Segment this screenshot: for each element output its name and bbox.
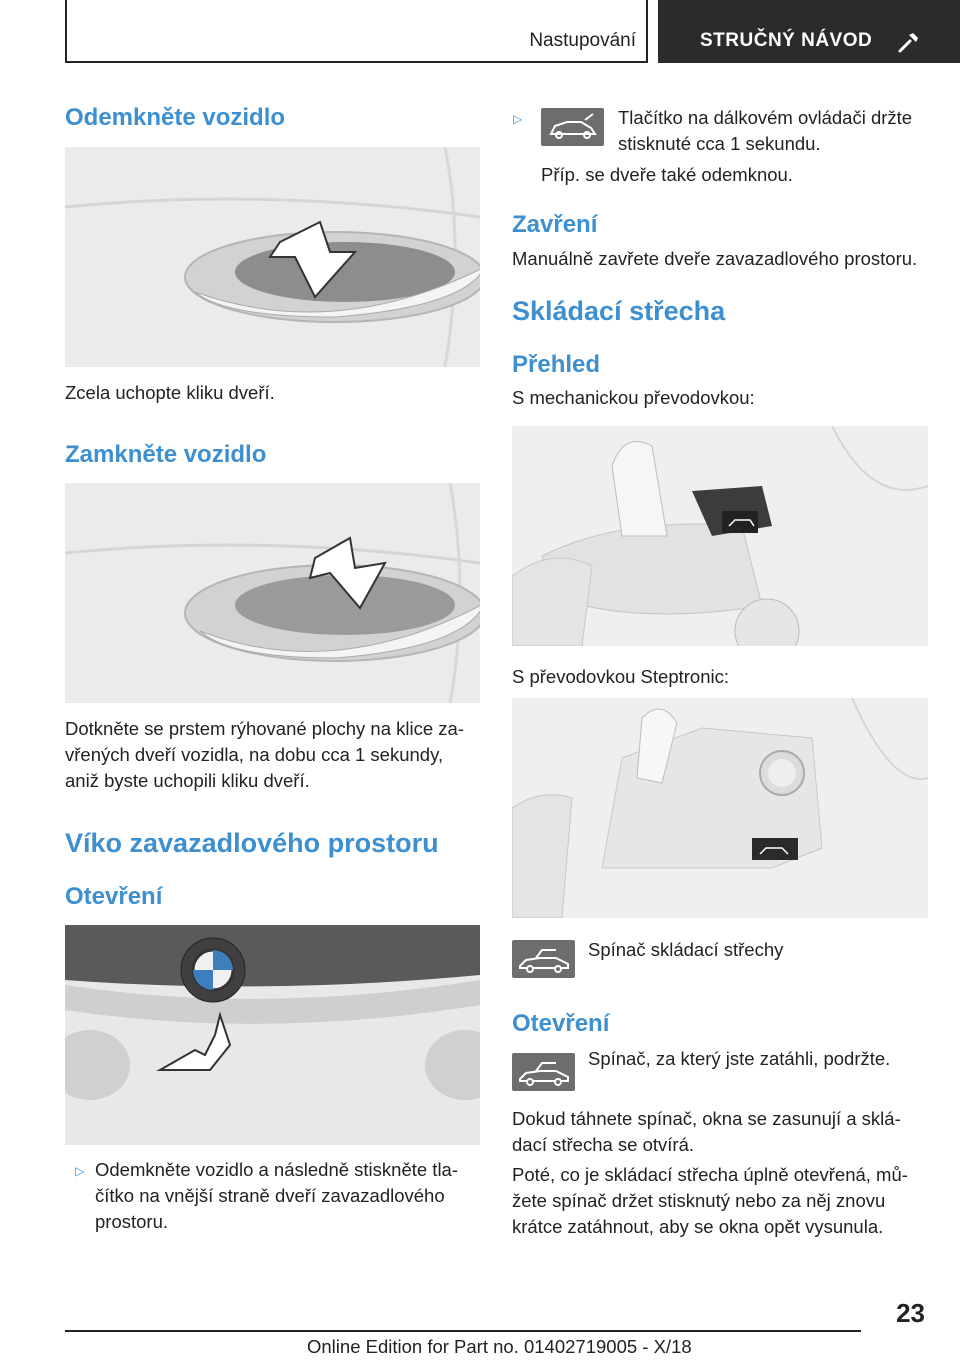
trunk-open-step	[95, 1157, 485, 1235]
convertible-switch-icon	[512, 940, 575, 978]
remote-step	[618, 105, 938, 157]
step-arrow-icon: ▷	[513, 112, 523, 126]
roof-heading: Skládací střecha	[512, 296, 726, 326]
door-handle-lock-image	[65, 483, 480, 703]
close-text: Manuálně zavřete dveře zavazadlového prostoru.	[512, 248, 918, 269]
header-section-box	[65, 0, 648, 63]
trunk-button-image	[65, 925, 480, 1145]
manual-gearbox-image	[512, 426, 928, 646]
lock-text-line: aniž byste uchopili kliku dveří.	[65, 770, 310, 791]
unlock-heading: Odemkněte vozidlo	[65, 104, 286, 131]
header-chapter-title: STRUČNÝ NÁVOD	[700, 30, 873, 51]
open-text-1	[512, 1106, 942, 1158]
trunk-open-heading: Otevření	[65, 883, 163, 910]
text-line: Poté, co je skládací střecha úplně otevřená, mů-	[512, 1164, 908, 1185]
steptronic-label: S převodovkou Steptronic:	[512, 666, 729, 687]
lock-text-line: vřených dveří vozidla, na dobu cca 1 sekundy,	[65, 744, 444, 765]
overview-heading: Přehled	[512, 351, 601, 378]
page-number: 23	[896, 1298, 925, 1328]
door-handle-unlock-image	[65, 147, 480, 367]
remote-note: Příp. se dveře také odemknou.	[541, 164, 793, 185]
manual-gearbox-label: S mechanickou převodovkou:	[512, 387, 755, 408]
text-line: žete spínač držet stisknutý nebo za něj znovu	[512, 1190, 886, 1211]
footer-divider	[65, 1330, 861, 1332]
footer-edition: Online Edition for Part no. 01402719005 - X/18	[307, 1336, 692, 1357]
remote-trunk-button-icon	[541, 108, 604, 146]
step-line: čítko na vnější straně dveří zavazadlového	[95, 1185, 445, 1206]
lock-heading: Zamkněte vozidlo	[65, 441, 267, 468]
roof-open-heading: Otevření	[512, 1010, 610, 1037]
open-text-2	[512, 1162, 942, 1240]
close-heading: Zavření	[512, 211, 598, 238]
switch-caption: Spínač skládací střechy	[588, 939, 784, 960]
step-arrow-icon: ▷	[75, 1164, 85, 1178]
text-line: dací střecha se otvírá.	[512, 1134, 695, 1155]
step-line: Odemkněte vozidlo a následně stiskněte tla-	[95, 1159, 459, 1180]
header-section-title: Nastupování	[529, 30, 636, 51]
convertible-switch-icon	[512, 1053, 575, 1091]
trunk-heading: Víko zavazadlového prostoru	[65, 828, 439, 858]
step-line: stisknuté cca 1 sekundu.	[618, 133, 821, 154]
step-line: prostoru.	[95, 1211, 169, 1232]
lock-text	[65, 716, 480, 794]
wrench-icon	[896, 29, 922, 55]
step-line: Tlačítko na dálkovém ovládači držte	[618, 107, 913, 128]
open-hold-text: Spínač, za který jste zatáhli, podržte.	[588, 1048, 891, 1069]
unlock-caption: Zcela uchopte kliku dveří.	[65, 382, 275, 403]
text-line: Dokud táhnete spínač, okna se zasunují a sklá-	[512, 1108, 901, 1129]
steptronic-gearbox-image	[512, 698, 928, 918]
header-chapter-tab	[658, 0, 960, 63]
lock-text-line: Dotkněte se prstem rýhované plochy na klice za-	[65, 718, 464, 739]
text-line: krátce zatáhnout, aby se okna opět vysunula.	[512, 1216, 884, 1237]
